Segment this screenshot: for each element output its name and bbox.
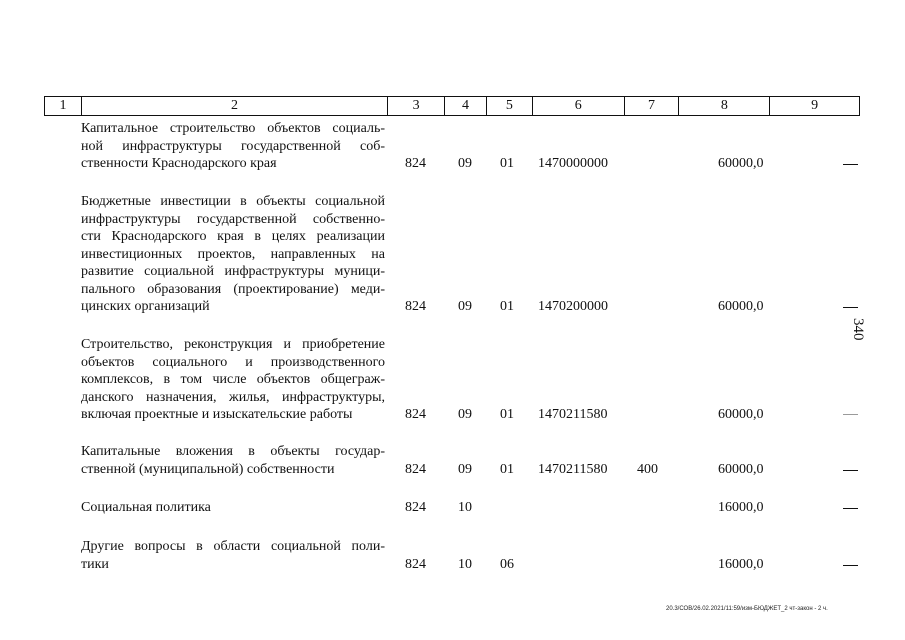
cell-code-6: 1470211580	[538, 407, 608, 422]
cell-dash	[843, 565, 858, 566]
row-description	[81, 499, 385, 517]
cell-code-3: 824	[405, 299, 426, 314]
cell-code-4: 09	[458, 407, 472, 422]
cell-code-5: 01	[500, 299, 514, 314]
cell-code-4: 09	[458, 156, 472, 171]
footer-code: 20.3/СОВ/26.02.2021/11:59/изм-БЮДЖЕТ_2 чт-закон - 2 ч.	[666, 606, 828, 612]
header-col-1: 1	[45, 97, 82, 115]
cell-code-4: 09	[458, 462, 472, 477]
header-col-6: 6	[533, 97, 625, 115]
description-line: ственности Краснодарского края	[81, 156, 277, 171]
cell-code-4: 09	[458, 299, 472, 314]
description-line: Капитальное строительство объектов социаль-	[81, 121, 385, 136]
cell-dash	[843, 164, 858, 165]
cell-code-5: 01	[500, 462, 514, 477]
cell-code-5: 06	[500, 557, 514, 572]
cell-code-3: 824	[405, 156, 426, 171]
header-col-8: 8	[679, 97, 770, 115]
cell-code-5: 01	[500, 407, 514, 422]
cell-dash	[843, 414, 858, 415]
cell-code-3: 824	[405, 557, 426, 572]
description-line: Бюджетные инвестиции в объекты социальной	[81, 194, 385, 209]
description-line: данского назначения, жилья, инфраструктуры,	[81, 389, 385, 405]
cell-code-5: 01	[500, 156, 514, 171]
cell-amount: 60000,0	[718, 462, 764, 477]
cell-amount: 60000,0	[718, 407, 764, 422]
header-col-3: 3	[388, 97, 445, 115]
cell-code-3: 824	[405, 407, 426, 422]
description-line: инфраструктуры государственной собственно-	[81, 211, 385, 227]
cell-code-4: 10	[458, 557, 472, 572]
row-description	[81, 538, 385, 573]
row-description	[81, 443, 385, 478]
page-number: 340	[850, 318, 866, 341]
table-header	[44, 96, 860, 116]
header-col-7: 7	[625, 97, 680, 115]
description-line: Капитальные вложения в объекты государ-	[81, 444, 385, 459]
row-description	[81, 193, 385, 316]
cell-amount: 16000,0	[718, 557, 764, 572]
cell-code-6: 1470200000	[538, 299, 608, 314]
header-col-9: 9	[811, 98, 819, 113]
cell-code-3: 824	[405, 500, 426, 515]
description-line: ной инфраструктуры государственной соб-	[81, 138, 385, 154]
description-line: Другие вопросы в области социальной поли-	[81, 539, 385, 554]
cell-amount: 60000,0	[718, 299, 764, 314]
cell-code-3: 824	[405, 462, 426, 477]
cell-dash	[843, 307, 858, 308]
cell-code-4: 10	[458, 500, 472, 515]
description-line: инвестиционных проектов, направленных на	[81, 246, 385, 262]
description-line: цинских организаций	[81, 299, 210, 314]
description-line: пального образования (проектирование) меди-	[81, 281, 385, 297]
cell-dash	[843, 470, 858, 471]
cell-code-6: 1470211580	[538, 462, 608, 477]
cell-dash	[843, 508, 858, 509]
header-col-4: 4	[445, 97, 487, 115]
description-line: Социальная политика	[81, 500, 211, 515]
description-line: объектов социального и производственного	[81, 354, 385, 370]
header-col-2: 2	[82, 97, 388, 115]
header-col-5: 5	[487, 97, 533, 115]
description-line: сти Краснодарского края в целях реализации	[81, 229, 385, 244]
cell-amount: 60000,0	[718, 156, 764, 171]
description-line: тики	[81, 556, 109, 572]
cell-code-7: 400	[637, 462, 658, 477]
row-description	[81, 336, 385, 424]
description-line: развитие социальной инфраструктуры муници-	[81, 264, 385, 279]
description-line: ственной (муниципальной) собственности	[81, 461, 335, 477]
row-description	[81, 120, 385, 173]
description-line: включая проектные и изыскательские работы	[81, 407, 353, 422]
cell-code-6: 1470000000	[538, 156, 608, 171]
description-line: Строительство, реконструкция и приобретение	[81, 337, 385, 352]
description-line: комплексов, в том числе объектов общеграж-	[81, 372, 385, 387]
cell-amount: 16000,0	[718, 500, 764, 515]
